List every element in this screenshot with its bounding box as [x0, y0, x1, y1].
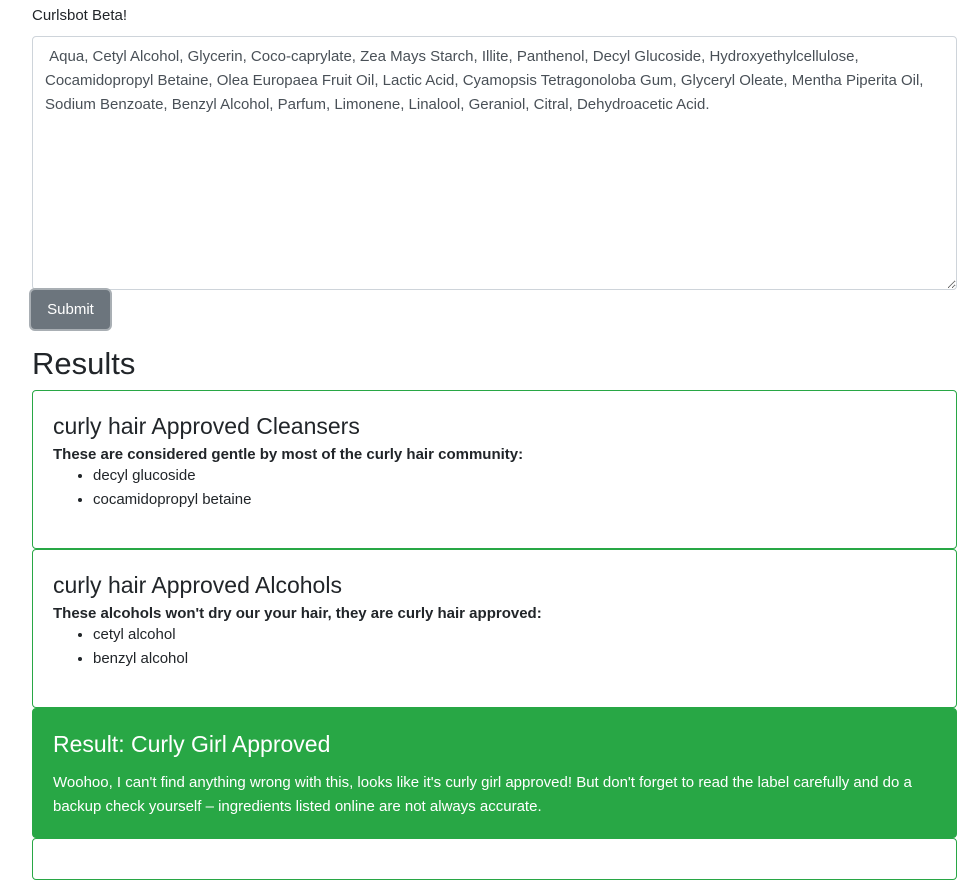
list-item: • cocamidopropyl betaine — [93, 488, 936, 512]
list-item: • decyl glucoside — [93, 464, 936, 488]
submit-button[interactable]: Submit — [31, 290, 110, 329]
verdict-text: Woohoo, I can't find anything wrong with this, looks like it's curly girl approved! But don't forget to read the label carefully and do a backup check yourself – ingredients listed online are not always accurate. — [53, 774, 912, 815]
cleansers-list — [53, 464, 936, 512]
cleansers-title: curly hair Approved Cleansers — [53, 413, 360, 439]
approved-cleansers-card — [32, 390, 957, 549]
ingredients-input[interactable] — [32, 36, 957, 290]
next-result-card — [32, 838, 957, 880]
result-verdict-card — [32, 708, 957, 838]
results-heading: Results — [32, 346, 136, 381]
list-item: • cetyl alcohol — [93, 623, 936, 647]
alcohols-title: curly hair Approved Alcohols — [53, 572, 342, 598]
app-title: Curlsbot Beta! — [32, 7, 128, 24]
alcohols-description: These alcohols won't dry our your hair, they are curly hair approved: — [53, 605, 542, 622]
alcohols-list — [53, 623, 936, 671]
list-item: • benzyl alcohol — [93, 647, 936, 671]
cleansers-description: These are considered gentle by most of the curly hair community: — [53, 446, 524, 463]
verdict-title: Result: Curly Girl Approved — [53, 731, 331, 757]
approved-alcohols-card — [32, 549, 957, 708]
